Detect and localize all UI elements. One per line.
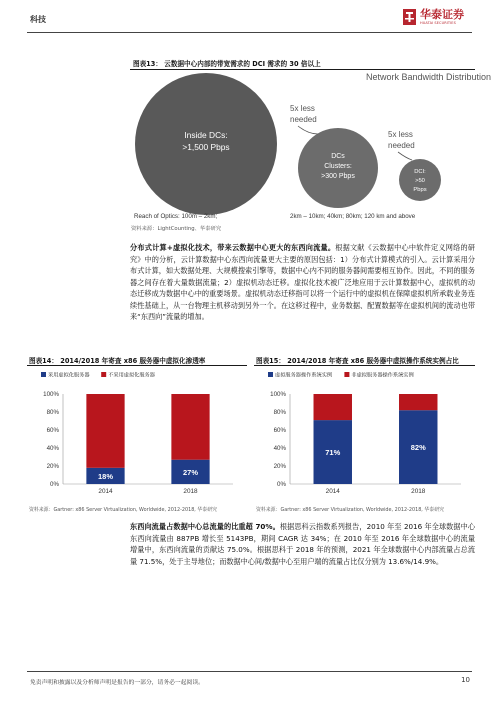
ratio-label-2-line1: 5x less bbox=[388, 130, 413, 139]
ratio-arrow-2 bbox=[398, 152, 412, 160]
legend-label-1: 非虚拟服务器操作系统实例 bbox=[351, 372, 414, 379]
sector-label: 科技 bbox=[30, 15, 46, 24]
bubble-inside-line2: >1,500 Pbps bbox=[182, 142, 230, 152]
y-tick-label: 0% bbox=[50, 481, 59, 488]
figure15-title-rule bbox=[254, 365, 475, 366]
bubble-clusters-line3: >300 Pbps bbox=[321, 173, 355, 180]
paragraph1-body: 根据文献《云数据中心中软件定义网络的研究》中的分析，云计算数据中心东西向流量更大主要的原因包括：1）分布式计算模式的引入。云计算采用分布式计算，如大数据处理、大规模搜索引擎等，数据中心内不同的服务器间需要相互协作。因此，不同的服务器之间存在着大量数据流量；2）虚拟机动态迁移。虚拟化技术被广泛地应用于云计算数据中心，虚拟机的动态迁移成为数据中心中的重要场景。虚拟机动态迁移指可以将一个运行中的虚拟机在保障虚拟机所承载业务连续性基础上，从一台物理主机移动到另外一个。在这移过程中，业务数据、配置数据等在虚拟机间的流动也带来“东西向”流量的增加。 bbox=[130, 243, 475, 321]
ratio-arrow-1 bbox=[298, 126, 318, 134]
figure14-source: 资料来源：Gartner: x86 Server Virtualization, Worldwide, 2012-2018, 华泰研究 bbox=[29, 507, 217, 513]
y-tick-label: 40% bbox=[273, 445, 286, 452]
figure13-title: 图表13： 云数据中心内部的带宽需求的 DCI 需求的 30 倍以上 bbox=[133, 60, 321, 68]
brand-subtitle: HUATAI SECURITIES bbox=[420, 20, 456, 25]
bar-2018-series-1 bbox=[171, 394, 209, 460]
bubble-clusters-line1: DCs bbox=[331, 153, 345, 160]
bar-2014-series-1 bbox=[314, 394, 352, 420]
figure14-title-rule bbox=[27, 365, 247, 366]
x-tick-label-2018: 2018 bbox=[183, 488, 198, 495]
y-tick-label: 100% bbox=[270, 391, 286, 398]
network-bandwidth-diagram bbox=[130, 70, 492, 222]
y-tick-label: 20% bbox=[46, 463, 59, 470]
legend-swatch-1 bbox=[101, 372, 106, 377]
reach-of-optics-label: Reach of Optics: 100m – 2km; bbox=[134, 213, 218, 220]
figure15-title: 图表15： 2014/2018 年寄查 x86 服务器中虚拟操作系统实例占比 bbox=[256, 357, 459, 365]
bubble-dci-line3: Pbps bbox=[413, 187, 427, 193]
figure14-title: 图表14： 2014/2018 年寄查 x86 服务器中虚拟化渗透率 bbox=[29, 357, 206, 365]
bubble-dci-line2: >50 bbox=[415, 178, 425, 184]
figure13-source: 资料来源：LightCounting、华泰研究 bbox=[131, 226, 222, 232]
legend-label-1: 不采用虚拟化服务器 bbox=[108, 372, 155, 379]
legend-swatch-1 bbox=[344, 372, 349, 377]
data-label-2014: 18% bbox=[97, 471, 114, 481]
ratio-label-2-line2: needed bbox=[388, 141, 415, 150]
y-tick-label: 60% bbox=[46, 427, 59, 434]
y-tick-label: 80% bbox=[273, 409, 286, 416]
y-tick-label: 40% bbox=[46, 445, 59, 452]
y-tick-label: 80% bbox=[46, 409, 59, 416]
legend-swatch-0 bbox=[268, 372, 273, 377]
brand-name: 华泰证券 bbox=[420, 7, 464, 21]
x-tick-label-2014: 2014 bbox=[325, 488, 340, 495]
legend-swatch-0 bbox=[41, 372, 46, 377]
diagram-heading: Network Bandwidth Distribution bbox=[366, 72, 492, 82]
bubble-dci-line1: DCI: bbox=[414, 169, 426, 175]
y-tick-label: 20% bbox=[273, 463, 286, 470]
brand-logo-block bbox=[402, 8, 464, 26]
ratio-label-1-line2: needed bbox=[290, 115, 317, 124]
paragraph-east-west-share bbox=[130, 521, 475, 567]
legend-label-0: 采用虚拟化服务器 bbox=[48, 372, 90, 379]
bubble-clusters-line2: Clusters: bbox=[324, 163, 352, 170]
bar-2014-series-1 bbox=[86, 394, 124, 468]
footer-disclaimer: 免责声明和披露以及分析师声明是报告的一部分，请务必一起阅读。 bbox=[30, 680, 204, 686]
reach-of-optics-values: 2km – 10km; 40km; 80km; 120 km and above bbox=[290, 213, 416, 220]
paragraph2-lead: 东西向流量占数据中心总流量的比重超 70%。 bbox=[130, 522, 280, 531]
footer-divider bbox=[27, 671, 472, 672]
y-tick-label: 60% bbox=[273, 427, 286, 434]
x-tick-label-2018: 2018 bbox=[411, 488, 426, 495]
paragraph1-lead: 分布式计算+虚拟化技术，带来云数据中心更大的东西向流量。 bbox=[130, 243, 336, 252]
bubble-inside-line1: Inside DCs: bbox=[184, 130, 228, 140]
legend-label-0: 虚拟服务器操作系统实例 bbox=[275, 372, 333, 379]
virtual-os-instance-chart bbox=[254, 368, 475, 500]
data-label-2018: 82% bbox=[410, 443, 426, 453]
x-tick-label-2014: 2014 bbox=[98, 488, 113, 495]
huatai-logo-icon bbox=[402, 8, 417, 26]
figure15-source: 资料来源：Gartner: x86 Server Virtualization, Worldwide, 2012-2018, 华泰研究 bbox=[256, 507, 444, 513]
y-tick-label: 0% bbox=[277, 481, 286, 488]
page-number: 10 bbox=[461, 676, 470, 684]
ratio-label-1-line1: 5x less bbox=[290, 104, 315, 113]
header-divider bbox=[27, 32, 472, 33]
data-label-2018: 27% bbox=[182, 467, 199, 477]
paragraph-east-west-traffic bbox=[130, 242, 475, 323]
bar-2018-series-1 bbox=[399, 394, 437, 410]
y-tick-label: 100% bbox=[43, 391, 59, 398]
data-label-2014: 71% bbox=[325, 448, 341, 458]
paragraph2-body: 根据思科云指数系列报告，2010 年至 2016 年全球数据中心东西向流量由 887PB 增长至 5143PB，期间 CAGR 达 34%；在 2010 年至 2016 年全球数据中心的流量增量中，东西向流量的贡献达 75.0%。根据思科于 2018 年的预测，2021 年全球数据中心内部流量占总流量 71.5%，处于主导地位；而数据中心间/数据中心至用户端的流量占比仅分别为 13.6%/14.9%。 bbox=[130, 522, 476, 566]
virtualization-penetration-chart bbox=[27, 368, 247, 500]
